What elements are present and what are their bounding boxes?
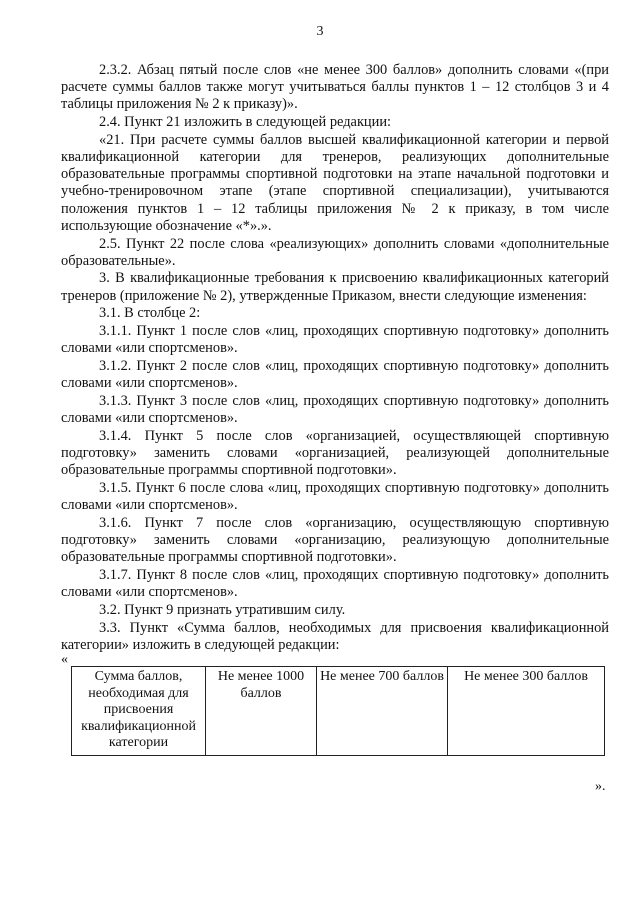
document-body: [61, 62, 609, 756]
paragraph-3-1-1: 3.1.1. Пункт 1 после слов «лиц, проходящих спортивную подготовку» дополнить словами «или спортсменов».: [61, 323, 609, 357]
paragraph-3-1: 3.1. В столбце 2:: [99, 305, 201, 322]
paragraph-2-3-2: 2.3.2. Абзац пятый после слов «не менее 300 баллов» дополнить словами «(при расчете суммы баллов также могут учитываться баллы пунктов 1 – 12 столбцов 3 и 4 таблицы приложения № 2 к приказу)».: [61, 62, 609, 113]
paragraph-3-1-6: 3.1.6. Пункт 7 после слов «организацию, осуществляющую спортивную подготовку» заменить словами «организацию, реализующую дополнительные образовательные программы спортивной подготовки».: [61, 514, 609, 566]
paragraph-3-3: 3.3. Пункт «Сумма баллов, необходимых для присвоения квалификационной категории» изложить в следующей редакции:: [61, 619, 609, 653]
paragraph-21-text: «21. При расчете суммы баллов высшей квалификационной категории и первой квалификационной категории для тренеров, реализующих дополнительные образовательные программы спортивной подготовки на этапе начальной подготовки и учебно-тренировочном этапе (этапе спортивной специализации), учитываются положения пунктов 1 – 12 таблицы приложения № 2 к приказу, в том числе использующие обозначение «*».».: [61, 131, 609, 234]
table-cell-value: Не менее 700 баллов: [317, 667, 448, 756]
table-open-quote: «: [61, 652, 68, 668]
paragraph-3-2: 3.2. Пункт 9 признать утратившим силу.: [99, 601, 346, 618]
table-row: [72, 667, 605, 756]
page-number: 3: [316, 24, 324, 39]
paragraph-3-1-7: 3.1.7. Пункт 8 после слов «лиц, проходящих спортивную подготовку» дополнить словами «или спортсменов».: [61, 566, 609, 601]
paragraph-3: 3. В квалификационные требования к присвоению квалификационных категорий тренеров (приложение № 2), утвержденные Приказом, внести следующие изменения:: [61, 270, 609, 304]
table-close-quote: ».: [595, 779, 606, 794]
paragraph-3-1-5: 3.1.5. Пункт 6 после слова «лиц, проходящих спортивную подготовку» дополнить словами «или спортсменов».: [61, 479, 609, 514]
paragraph-3-1-2: 3.1.2. Пункт 2 после слов «лиц, проходящих спортивную подготовку» дополнить словами «или спортсменов».: [61, 357, 609, 392]
score-table: [71, 666, 605, 756]
table-cell-label: Сумма баллов, необходимая для присвоения квалификационной категории: [72, 667, 206, 756]
paragraph-3-1-4: 3.1.4. Пункт 5 после слов «организацией, осуществляющей спортивную подготовку» заменить словами «организацией, реализующей дополнительные образовательные программы спортивной подготовки».: [61, 427, 609, 479]
table-cell-value: Не менее 1000 баллов: [206, 667, 317, 756]
table-cell-value: Не менее 300 баллов: [448, 667, 605, 756]
paragraph-2-5: 2.5. Пункт 22 после слова «реализующих» дополнить словами «дополнительные образовательные».: [61, 235, 609, 269]
paragraph-3-1-3: 3.1.3. Пункт 3 после слов «лиц, проходящих спортивную подготовку» дополнить словами «или спортсменов».: [61, 392, 609, 427]
paragraph-2-4: 2.4. Пункт 21 изложить в следующей редакции:: [99, 114, 392, 131]
